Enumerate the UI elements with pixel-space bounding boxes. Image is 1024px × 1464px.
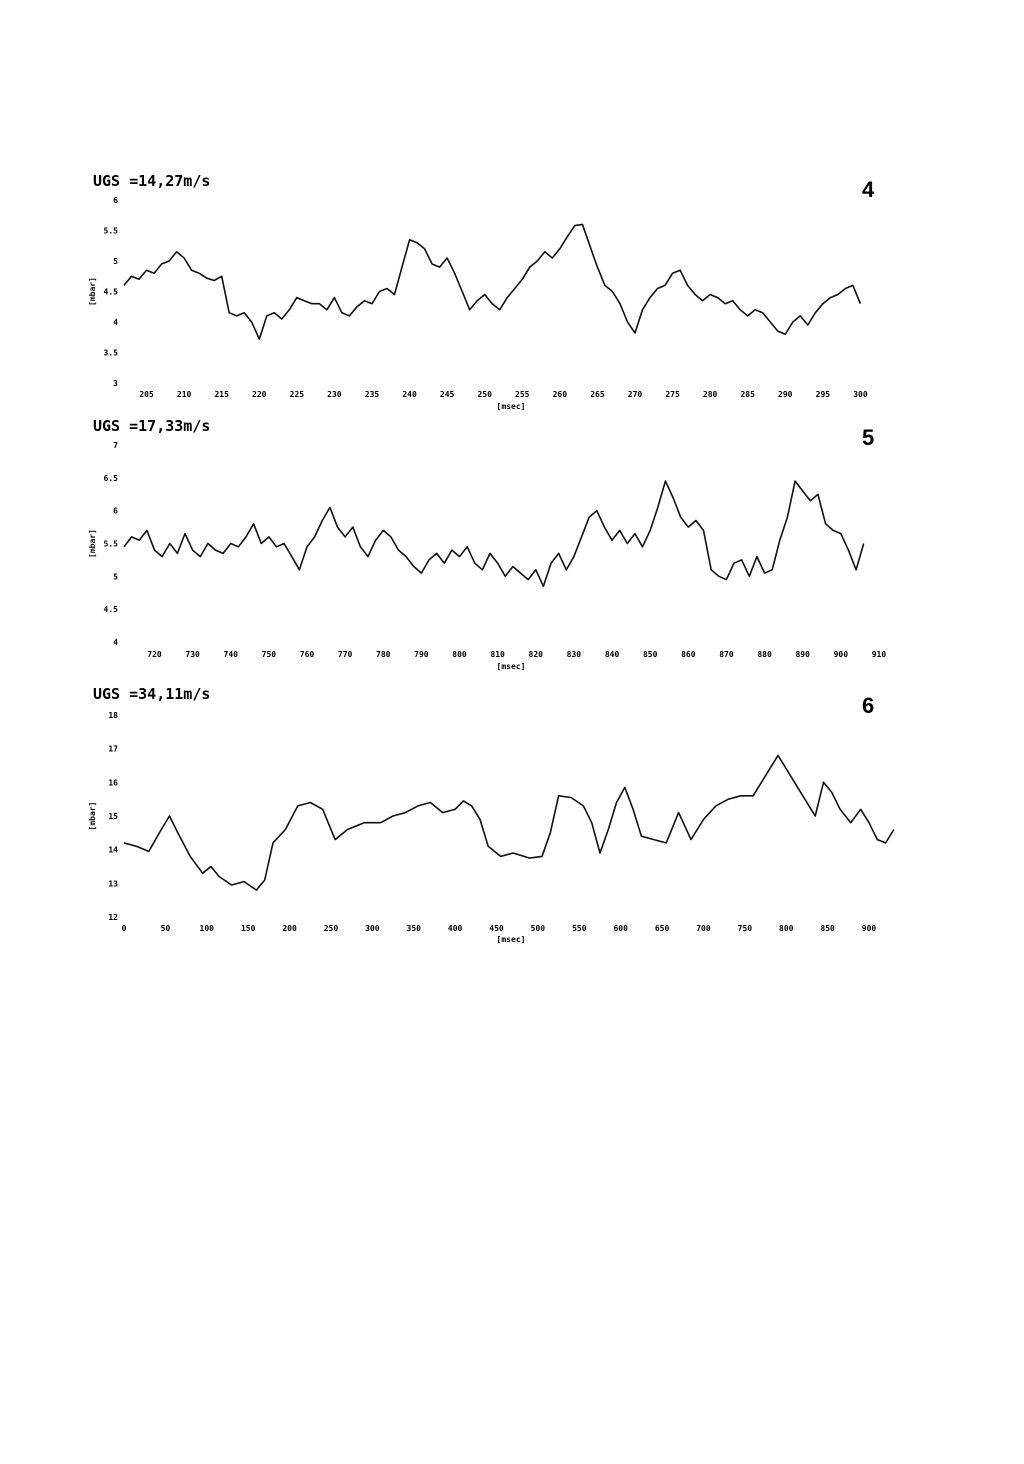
x-tick-label: 230: [327, 390, 342, 399]
panel-number: 5: [862, 425, 875, 450]
chart-panel-4: [0, 170, 1024, 415]
chart-title: UGS =14,27m/s: [93, 172, 211, 190]
x-tick-label: 700: [696, 924, 711, 933]
x-tick-label: 910: [871, 650, 887, 659]
y-tick-label: 3: [113, 379, 118, 388]
y-axis-label: [mbar]: [88, 801, 97, 831]
x-tick-label: 215: [214, 390, 229, 399]
x-tick-label: 850: [642, 650, 658, 659]
y-tick-label: 6: [113, 506, 118, 516]
x-tick-label: 245: [439, 390, 455, 399]
y-tick-label: 13: [108, 879, 118, 889]
x-axis-label: [msec]: [496, 935, 526, 944]
chart-panel-6: [0, 683, 1024, 953]
x-tick-label: 890: [795, 650, 810, 659]
x-tick-label: 265: [590, 390, 605, 399]
chart-svg: [0, 683, 1024, 953]
x-tick-label: 225: [289, 390, 305, 399]
x-tick-label: 270: [627, 390, 643, 399]
x-tick-label: 830: [566, 650, 582, 659]
x-tick-label: 150: [240, 924, 256, 933]
x-tick-label: 250: [477, 390, 492, 399]
x-tick-label: 240: [402, 390, 417, 399]
x-tick-label: 210: [176, 390, 192, 399]
x-tick-label: 290: [778, 390, 793, 399]
x-axis-label: [msec]: [496, 662, 526, 671]
y-tick-label: 4.5: [103, 605, 118, 615]
x-tick-label: 800: [779, 924, 794, 933]
series-line: [124, 224, 860, 339]
x-tick-label: 870: [719, 650, 734, 659]
y-tick-label: 3.5: [103, 348, 118, 358]
y-tick-label: 5: [113, 572, 118, 582]
x-tick-label: 500: [530, 924, 546, 933]
y-tick-label: 12: [108, 913, 118, 922]
x-tick-label: 780: [376, 650, 391, 659]
x-tick-label: 220: [252, 390, 267, 399]
y-tick-label: 5: [113, 257, 118, 266]
x-tick-label: 900: [833, 650, 849, 659]
y-tick-label: 15: [108, 812, 118, 821]
x-tick-label: 810: [490, 650, 505, 659]
y-tick-label: 4: [113, 638, 118, 647]
x-tick-label: 400: [447, 924, 463, 933]
y-tick-label: 6: [113, 196, 118, 205]
x-tick-label: 880: [757, 650, 772, 659]
x-tick-label: 50: [160, 924, 171, 933]
x-tick-label: 750: [261, 650, 277, 659]
y-tick-label: 14: [108, 845, 118, 855]
y-tick-label: 17: [108, 744, 118, 754]
x-tick-label: 740: [223, 650, 238, 659]
y-tick-label: 7: [113, 441, 118, 450]
x-tick-label: 295: [815, 390, 831, 399]
x-tick-label: 600: [613, 924, 628, 933]
x-tick-label: 860: [681, 650, 696, 659]
x-tick-label: 300: [853, 390, 868, 399]
x-tick-label: 100: [199, 924, 215, 933]
x-axis-label: [msec]: [496, 402, 526, 411]
y-tick-label: 4.5: [103, 287, 118, 297]
x-tick-label: 200: [282, 924, 297, 933]
x-tick-label: 275: [665, 390, 680, 399]
y-tick-label: 5.5: [103, 539, 118, 549]
x-tick-label: 250: [323, 924, 339, 933]
x-tick-label: 255: [515, 390, 530, 399]
x-tick-label: 300: [365, 924, 380, 933]
chart-panel-5: [0, 415, 1024, 675]
x-tick-label: 650: [654, 924, 670, 933]
series-line: [124, 481, 864, 586]
chart-svg: [0, 415, 1024, 675]
series-line: [124, 755, 894, 890]
x-tick-label: 730: [185, 650, 200, 659]
x-tick-label: 750: [737, 924, 753, 933]
x-tick-label: 280: [702, 390, 718, 399]
x-tick-label: 450: [489, 924, 504, 933]
x-tick-label: 550: [572, 924, 587, 933]
chart-title: UGS =17,33m/s: [93, 417, 211, 435]
y-tick-label: 6.5: [103, 473, 118, 483]
x-tick-label: 0: [121, 924, 127, 933]
y-tick-label: 18: [108, 711, 118, 720]
x-tick-label: 285: [740, 390, 755, 399]
x-tick-label: 350: [406, 924, 421, 933]
y-tick-label: 5.5: [103, 226, 118, 236]
x-tick-label: 205: [139, 390, 154, 399]
y-axis-label: [mbar]: [88, 529, 97, 558]
x-tick-label: 790: [414, 650, 429, 659]
chart-title: UGS =34,11m/s: [93, 685, 211, 703]
x-tick-label: 720: [147, 650, 162, 659]
y-tick-label: 4: [113, 318, 118, 327]
chart-svg: [0, 170, 1024, 415]
panel-number: 6: [862, 693, 875, 718]
x-tick-label: 235: [364, 390, 380, 399]
y-axis-label: [mbar]: [88, 277, 97, 306]
x-tick-label: 760: [299, 650, 315, 659]
x-tick-label: 820: [528, 650, 544, 659]
x-tick-label: 850: [820, 924, 835, 933]
x-tick-label: 840: [604, 650, 620, 659]
panel-number: 4: [862, 177, 875, 202]
x-tick-label: 770: [337, 650, 353, 659]
x-tick-label: 800: [452, 650, 467, 659]
x-tick-label: 900: [861, 924, 877, 933]
x-tick-label: 260: [552, 390, 568, 399]
y-tick-label: 16: [108, 778, 118, 788]
